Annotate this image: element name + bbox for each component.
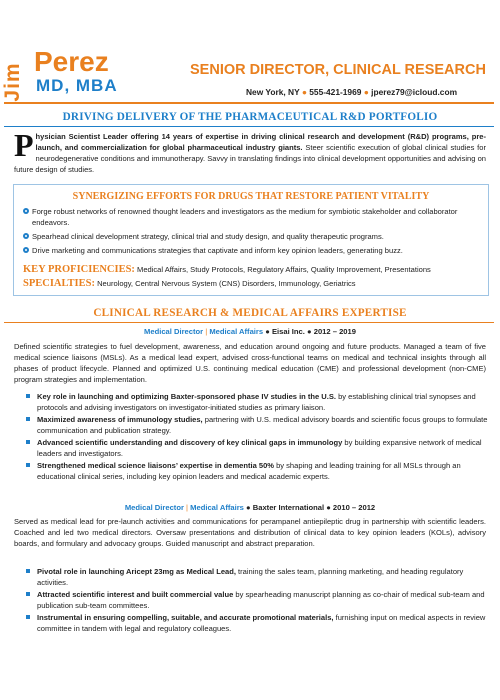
summary-paragraph (14, 127, 486, 175)
job-company: Eisai Inc. (271, 327, 305, 336)
proficiencies-list: Medical Affairs, Study Protocols, Regulatory Affairs, Quality Improvement, Presentations (137, 265, 431, 274)
proficiencies-label: KEY PROFICIENCIES: (23, 264, 135, 275)
list-item: Attracted scientific interest and built commercial value by spearheading manuscript planning as co-chair of medical sub-team and publication sub-team committees. (26, 589, 488, 611)
job-summary: Defined scientific strategies to fuel development, awareness, and education around ongoing and future products. Managed a team of five medical science liaisons (MSLs). As a medical lead expert, advised cross-functional teams on medical and technical insights through all phases of product lifecycle. Planned and optimized U.S. continuing medical education (CME) and professional development (non-CME) program strategies and implementation. (14, 342, 486, 384)
highlight-bullet: Drive marketing and communications strategies that captivate and inform key opinion leaders, generating buzz. (23, 245, 483, 256)
job-bullets (26, 566, 488, 635)
circle-bullet-icon (23, 208, 29, 214)
job-dates: 2010 – 2012 (332, 503, 376, 512)
highlight-box (13, 184, 489, 296)
job-department: Medical Affairs (209, 327, 264, 336)
square-bullet-icon (26, 615, 30, 619)
experience-heading: CLINICAL RESEARCH & MEDICAL AFFAIRS EXPERTISE (93, 307, 407, 319)
square-bullet-icon (26, 440, 30, 444)
list-item: Key role in launching and optimizing Baxter-sponsored phase IV studies in the U.S. by establishing clinical trial synopses and protocols and advising investigators on investigator-initiated studies as primary liaison. (26, 391, 488, 413)
list-item: Advanced scientific understanding and discovery of key clinical gaps in immunology by building expansive network of medical leaders and investigators. (26, 437, 488, 459)
job-title: SENIOR DIRECTOR, CLINICAL RESEARCH (190, 62, 486, 78)
contact-line (246, 87, 457, 97)
last-name: Perez (34, 46, 109, 77)
experience-divider (4, 322, 494, 323)
email[interactable]: jperez79@icloud.com (371, 87, 458, 97)
pipe-separator: | (205, 327, 208, 336)
square-bullet-icon (26, 463, 30, 467)
bullet-separator: ● (246, 503, 251, 512)
summary-text: Steer scientific execution of global clinical studies for neurodegenerative conditions and immunotherapy. Savvy in translating findings into clinical development opportunities and advising on future design of studies. (14, 143, 486, 174)
specialties (23, 278, 356, 289)
job-title: Medical Director (124, 503, 184, 512)
job-department: Medical Affairs (190, 503, 244, 512)
square-bullet-icon (26, 394, 30, 398)
highlight-bullet: Spearhead clinical development strategy, clinical trial and study design, and quality therapeutic programs. (23, 231, 483, 242)
drop-cap: P (14, 127, 34, 163)
job-company: Baxter International (252, 503, 325, 512)
pipe-separator: | (186, 503, 189, 512)
phone: 555-421-1969 (309, 87, 362, 97)
job-title: Medical Director (144, 327, 204, 336)
square-bullet-icon (26, 417, 30, 421)
bullet-separator: ● (326, 503, 331, 512)
specialties-list: Neurology, Central Nervous System (CNS) Disorders, Immunology, Geriatrics (97, 279, 356, 288)
specialties-label: SPECIALTIES: (23, 278, 95, 289)
job-summary: Served as medical lead for pre-launch activities and communications for perampanel antiepileptic drug in partnership with scientific leaders. Coached and led two medical directors. Oversaw presentations and distribution of clinical data to key opinion leaders (KOLs), advisory boards, and formulary and advocacy groups. Guided manuscript and abstract preparation. (14, 517, 486, 548)
first-name: Jim (1, 62, 24, 102)
highlight-bullet: Forge robust networks of renowned thought leaders and investigators as the medium for symbiotic stakeholder and collaborator endeavors. (23, 206, 483, 228)
list-item: Strengthened medical science liaisons’ expertise in dementia 50% by shaping and leading training for all MSLs through an educational clinical series, including key opinion leaders and medical academic experts. (26, 460, 488, 482)
list-item: Instrumental in ensuring compelling, suitable, and accurate promotional materials, furnishing input on medical aspects in review committee in tandem with legal and regulatory colleagues. (26, 612, 488, 634)
job-dates: 2012 – 2019 (313, 327, 356, 336)
contact-separator: ● (301, 87, 307, 97)
summary-heading: DRIVING DELIVERY OF THE PHARMACEUTICAL R&D PORTFOLIO (62, 111, 438, 123)
header-divider (4, 102, 494, 104)
summary-bold: hysician Scientist Leader offering 14 years of expertise in driving clinical research and development (R&D) programs, pre-launch, and commercialization for global pharmaceutical industry giants. (35, 132, 486, 152)
highlight-bullets (23, 206, 483, 259)
contact-separator: ● (363, 87, 369, 97)
circle-bullet-icon (23, 233, 29, 239)
credentials: MD, MBA (36, 76, 118, 95)
bullet-separator: ● (307, 327, 312, 336)
bullet-separator: ● (265, 327, 270, 336)
square-bullet-icon (26, 569, 30, 573)
job-bullets (26, 391, 488, 483)
job-header (0, 503, 500, 512)
highlight-heading: SYNERGIZING EFFORTS FOR DRUGS THAT RESTORE PATIENT VITALITY (72, 191, 430, 202)
square-bullet-icon (26, 592, 30, 596)
circle-bullet-icon (23, 247, 29, 253)
location: New York, NY (246, 87, 300, 97)
key-proficiencies (23, 264, 431, 275)
summary-divider (4, 126, 494, 127)
job-header (0, 327, 500, 336)
list-item: Pivotal role in launching Aricept 23mg as Medical Lead, training the sales team, planning marketing, and heading regulatory activities. (26, 566, 488, 588)
list-item: Maximized awareness of immunology studies, partnering with U.S. medical advisory boards and scientific focus groups to formulate communication and publication strategy. (26, 414, 488, 436)
